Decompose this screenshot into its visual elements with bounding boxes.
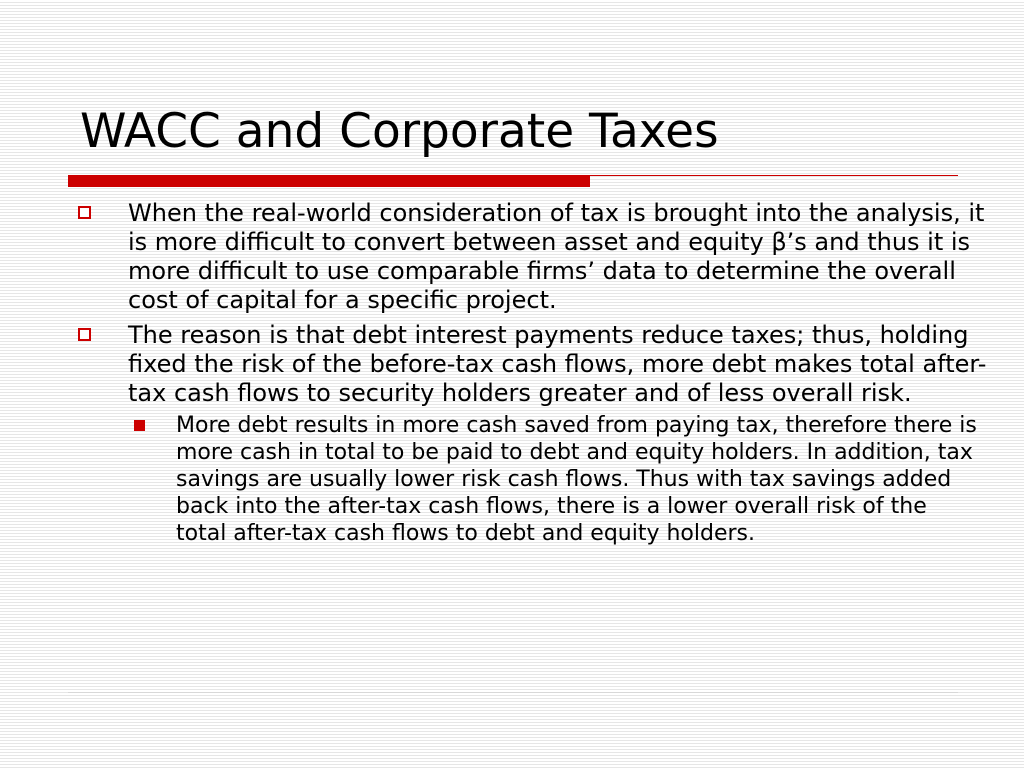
sub-bullet-text: More debt results in more cash saved from paying tax, therefore there is more cash in total to be paid to debt and equity holders. In addition, tax savings are usually lower risk cash flows. Thus with tax savings added back into the after-tax cash flows, there is a lower overall risk of the total after-tax cash flows to debt and equity holders.: [176, 413, 977, 546]
bullet-text: The reason is that debt interest payments reduce taxes; thus, holding fixed the risk of the before-tax cash flows, more debt makes total after-tax cash flows to security holders greater and of less overall risk.: [128, 321, 987, 407]
title-underline-accent: [68, 175, 590, 187]
hollow-square-bullet-icon: [78, 206, 91, 219]
sub-bullet-list: [128, 412, 998, 547]
hollow-square-bullet-icon: [78, 328, 91, 341]
bullet-item: [78, 321, 998, 547]
sub-bullet-item: [128, 412, 998, 547]
footer-rule: [68, 692, 958, 693]
filled-square-bullet-icon: [134, 420, 145, 431]
bullet-text: When the real-world consideration of tax is brought into the analysis, it is more difficult to convert between asset and equity β’s and thus it is more difficult to use comparable firms’ data to determine the overall cost of capital for a specific project.: [128, 199, 985, 314]
bullet-item: [78, 199, 998, 315]
title-underline-rule: [590, 175, 958, 176]
bullet-list: [78, 199, 998, 553]
slide-title: WACC and Corporate Taxes: [80, 104, 719, 159]
